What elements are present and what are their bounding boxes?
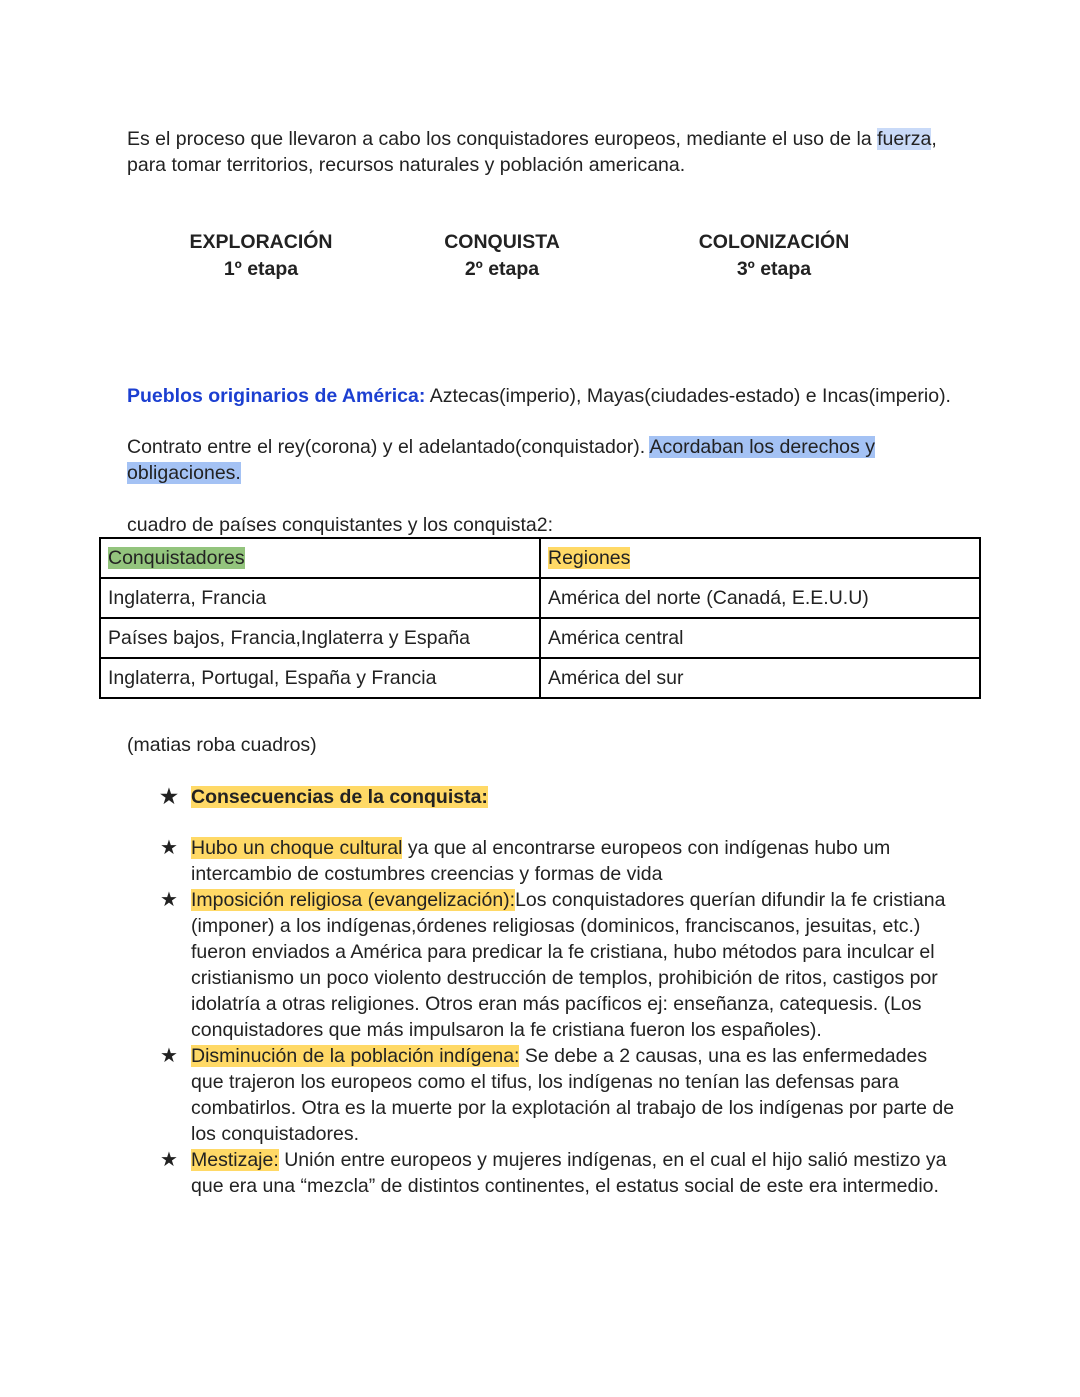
table-cell: América del norte (Canadá, E.E.U.U) [540,578,980,618]
conquistadores-table [99,537,981,699]
table-row [100,618,980,658]
stage-etapa: 1º etapa [223,258,299,280]
item-text: ya que al encontrarse europeos con indígenas hubo um intercambio de costumbres creencias y formas de vida [191,837,891,885]
header-conquistadores: Conquistadores [108,547,245,569]
contrato-highlight: Acordaban los derechos y obligaciones. [127,436,875,484]
intro-text-after: , para tomar territorios, recursos naturales y población americana. [127,128,937,176]
table-cell: América del sur [540,658,980,698]
star-icon: ★ [160,837,178,859]
star-icon: ★ [160,889,178,911]
item-highlight: Disminución de la población indígena: [191,1045,520,1067]
contrato-text: Contrato entre el rey(corona) y el adelantado(conquistador). [127,436,650,458]
table-cell: Países bajos, Francia,Inglaterra y España [100,618,540,658]
table-row [100,578,980,618]
stage-conquista [432,229,572,283]
note-text: (matias roba cuadros) [127,734,317,756]
star-icon: ★ [160,1149,178,1171]
header-regiones: Regiones [548,547,631,569]
item-highlight: Imposición religiosa (evangelización): [191,889,516,911]
item-highlight: Hubo un choque cultural [191,837,403,859]
table-row [100,658,980,698]
table-header-row [100,538,980,578]
stage-exploracion [185,229,337,283]
stage-name: CONQUISTA [444,231,560,253]
table-header-cell [100,538,540,578]
consecuencias-heading: Consecuencias de la conquista: [191,786,488,808]
table-cell: Inglaterra, Francia [100,578,540,618]
consecuencias-list [160,835,955,1199]
stage-name: COLONIZACIÓN [698,231,850,253]
star-icon: ★ [160,1045,178,1067]
pueblos-text: Aztecas(imperio), Mayas(ciudades-estado) e Incas(imperio). [425,385,951,407]
list-item [160,887,955,1043]
stage-name: EXPLORACIÓN [189,231,333,253]
item-text: Se debe a 2 causas, una es las enfermedades que trajeron los europeos como el tifus, los indígenas no tenían las defensas para combatirlos. Otra es la muerte por la explotación al trabajo de los indígenas por parte de los conquistadores. [191,1045,955,1145]
stage-etapa: 2º etapa [464,258,540,280]
intro-highlight: fuerza [877,128,932,150]
pueblos-paragraph [127,383,1007,409]
table-cell: Inglaterra, Portugal, España y Francia [100,658,540,698]
table-cell: América central [540,618,980,658]
contrato-paragraph [127,434,917,486]
list-item [160,1147,955,1199]
table-caption: cuadro de países conquistantes y los conquista2: [127,514,554,536]
intro-text-before: Es el proceso que llevaron a cabo los conquistadores europeos, mediante el uso de la [127,128,878,150]
star-icon: ★ [160,786,178,808]
item-highlight: Mestizaje: [191,1149,279,1171]
item-text: Los conquistadores querían difundir la fe cristiana (imponer) a los indígenas,órdenes religiosas (dominicos, franciscanos, jesuitas, etc.) fueron enviados a América para predicar la fe cristiana, hubo métodos para inculcar el cristianismo un poco violento destrucción de templos, prohibición de ritos, castigos por idolatría a otras religiones. Otros eran más pacíficos ej: enseñanza, catequesis. (Los conquistadores que más impulsaron la fe cristiana fueron los españoles). [191,889,946,1041]
stage-etapa: 3º etapa [736,258,812,280]
list-item [160,1043,955,1147]
intro-paragraph [127,126,957,178]
item-text: Unión entre europeos y mujeres indígenas, en el cual el hijo salió mestizo ya que era una “mezcla” de distintos continentes, el estatus social de este era intermedio. [191,1149,947,1197]
list-item [160,835,955,887]
list-item [160,784,955,810]
table-header-cell [540,538,980,578]
consecuencias-heading-list [160,784,955,810]
stage-colonizacion [690,229,858,283]
pueblos-label: Pueblos originarios de América: [127,385,426,407]
